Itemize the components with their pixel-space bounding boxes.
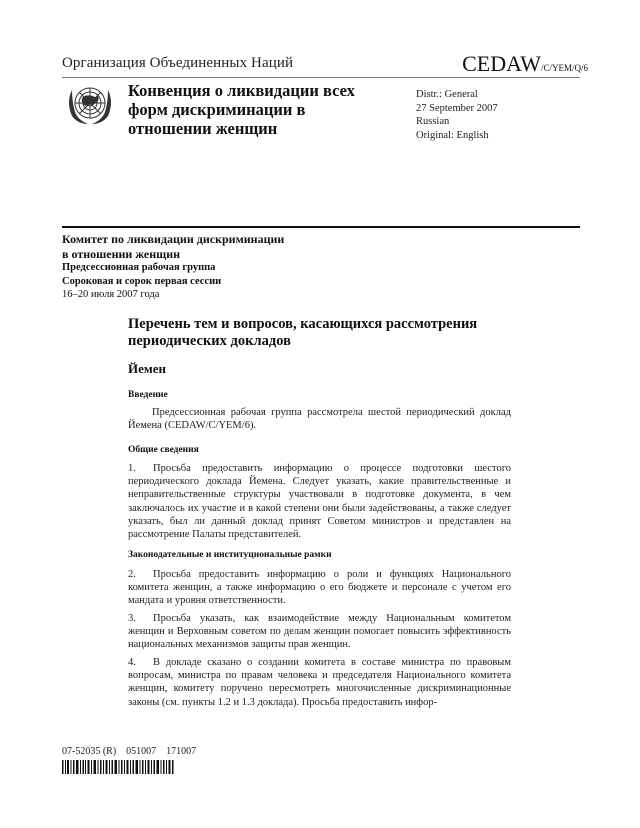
convention-title-line: отношении женщин: [128, 119, 278, 138]
symbol-main: CEDAW: [462, 51, 541, 76]
document-title-line: периодических докладов: [128, 333, 291, 349]
document-date: 27 September 2007: [416, 102, 498, 114]
paragraph-2: [128, 568, 511, 608]
symbol-sub: /C/YEM/Q/6: [540, 63, 588, 73]
paragraph-text: Просьба предоставить информацию о роли и функциях Национального комитета женщин, а также информацию о его бюджете и персонале с учетом его мандата и уровня ответственности.: [128, 569, 511, 607]
paragraph-1: [128, 462, 511, 541]
committee-block: [62, 232, 284, 302]
paragraph-text: Просьба указать, как взаимодействие между Национальным комитетом женщин и Верховным советом по делам женщин помогает повысить эффективность национальных механизмов защиты прав женщин.: [128, 613, 511, 651]
working-group: Предсессионная рабочая группа: [62, 262, 216, 273]
session-dates: 16–20 июля 2007 года: [62, 289, 160, 300]
section-heading-introduction: Введение: [128, 390, 168, 400]
section-rule: [62, 226, 580, 228]
organization-name: Организация Объединенных Наций: [62, 55, 294, 71]
convention-title: [128, 81, 355, 138]
committee-name: Комитет по ликвидации дискриминации: [62, 232, 285, 246]
paragraph-number: 2.: [128, 569, 136, 580]
paragraph-3: [128, 612, 511, 652]
paragraph-intro: Предсессионная рабочая группа рассмотрела шестой периодический доклад Йемена (CEDAW/C/YEM/6).: [128, 407, 511, 432]
header-rule: [62, 77, 580, 78]
session: Сороковая и сорок первая сессии: [62, 275, 222, 287]
distribution-type: Distr.: General: [416, 89, 478, 100]
convention-title-line: Конвенция о ликвидации всех: [128, 81, 355, 100]
section-heading-legislative: Законодательные и институциональные рамки: [128, 550, 332, 560]
distribution-info: [416, 88, 498, 142]
country-heading: Йемен: [128, 361, 166, 376]
document-title-line: Перечень тем и вопросов, касающихся рассмотрения: [128, 316, 478, 332]
paragraph-number: 3.: [128, 613, 136, 624]
un-emblem-icon: [64, 82, 116, 126]
committee-name-cont: в отношении женщин: [62, 246, 181, 261]
original-language: Original: English: [416, 129, 489, 141]
paragraph-4: [128, 656, 511, 709]
paragraph-text: Просьба предоставить информацию о процессе подготовки шестого периодического доклада Йемена. Следует указать, какие правительственные и неправительственные структуры участвовали в подготовке документа, в чем заключалось их участие и в какой степени они были задействованы, а также следует указать, был ли данный доклад принят Советом министров и представлен на рассмотрение Палаты представителей.: [128, 463, 511, 541]
convention-title-line: форм дискриминации в: [128, 100, 306, 119]
document-language: Russian: [416, 116, 450, 127]
paragraph-number: 1.: [128, 463, 136, 474]
document-symbol: [462, 51, 588, 77]
section-heading-general: Общие сведения: [128, 445, 199, 455]
paragraph-number: 4.: [128, 657, 136, 668]
document-title: [128, 316, 528, 350]
barcode-icon: [62, 760, 174, 774]
paragraph-text: В докладе сказано о создании комитета в составе министра по правовым вопросам, министра по правам человека и председателя Национального комитета женщин, комитету поручено пересмотреть многочисленные дискриминационные законы (см. пункты 1.2 и 1.3 доклада). Просьба предоставить инфор-: [128, 657, 511, 708]
document-code: 07-52035 (R) 051007 171007: [62, 746, 197, 757]
